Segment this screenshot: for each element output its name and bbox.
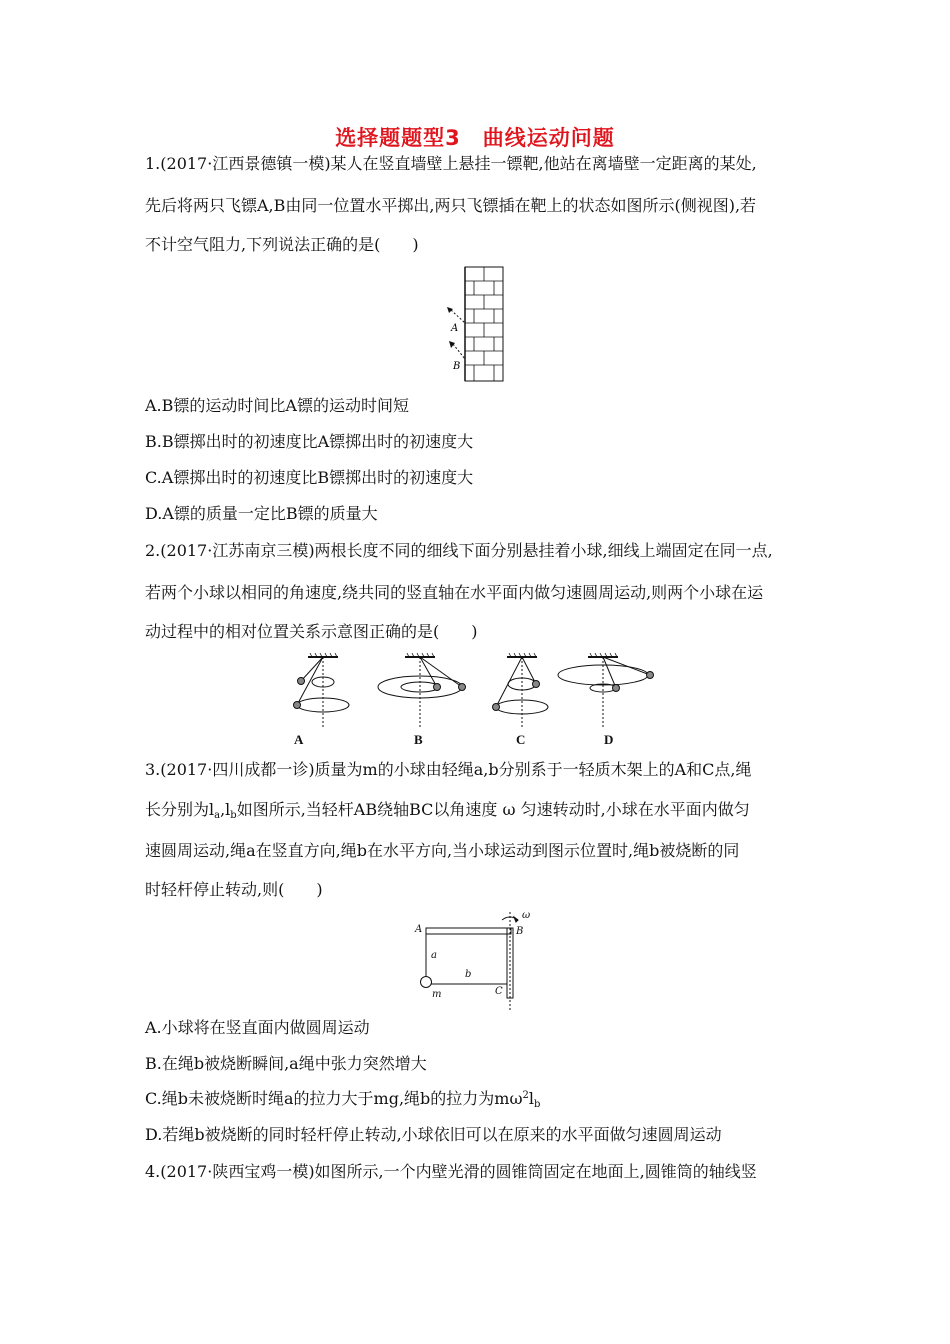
q3-label-a-point: A (415, 924, 423, 935)
q1-stem-line-3: 不计空气阻力,下列说法正确的是( ) (145, 235, 419, 254)
q2-label-b: B (414, 732, 423, 747)
dart-b-label: B (453, 361, 461, 372)
q2-label-c: C (516, 732, 526, 747)
dart-b-icon (449, 341, 465, 359)
q4-stem-line-1: 4.(2017·陕西宝鸡一模)如图所示,一个内壁光滑的圆锥筒固定在地面上,圆锥筒的轴线竖 (145, 1162, 757, 1181)
q3-label-b-point: B (516, 926, 524, 937)
q1-option-d: D.A镖的质量一定比B镖的质量大 (145, 504, 378, 523)
q3-option-b: B.在绳b被烧断瞬间,a绳中张力突然增大 (145, 1054, 427, 1073)
q2-stem-line-3: 动过程中的相对位置关系示意图正确的是( ) (145, 622, 478, 641)
q3-label-omega: ω (522, 910, 531, 921)
q3-stem-line-2: 长分别为$l_a,l_b$如图所示,当轻杆AB绕轴BC以角速度 ω 匀速转动时,小球在水平面内做匀 (145, 800, 750, 821)
q1-option-a: A.B镖的运动时间比A镖的运动时间短 (145, 396, 409, 415)
q2-figure-b (378, 653, 466, 728)
q2-figure-d (558, 653, 654, 728)
q3-option-c: C.绳b未被烧断时绳a的拉力大于mg,绳b的拉力为$m\omega^2l_b$ (145, 1089, 541, 1110)
q3-stem-line-3: 速圆周运动,绳a在竖直方向,绳b在水平方向,当小球运动到图示位置时,绳b被烧断的同 (145, 841, 740, 860)
dart-a-label: A (451, 323, 459, 334)
page-title: 选择题题型3 曲线运动问题 (335, 126, 615, 150)
q1-option-b: B.B镖掷出时的初速度比A镖掷出时的初速度大 (145, 432, 474, 451)
q3-label-rope-a: a (431, 950, 437, 961)
q3-stem-line-4: 时轻杆停止转动,则( ) (145, 880, 323, 899)
q3-label-mass: m (432, 989, 442, 1000)
q2-pendulum-options-figure (282, 652, 682, 747)
q1-option-c: C.A镖掷出时的初速度比B镖掷出时的初速度大 (145, 468, 474, 487)
q2-label-a: A (294, 732, 304, 747)
q1-stem-line-2: 先后将两只飞镖A,B由同一位置水平掷出,两只飞镖插在靶上的状态如图所示(侧视图),若 (145, 196, 757, 215)
q3-rotating-frame-figure (410, 910, 545, 1012)
q3-option-a: A.小球将在竖直面内做圆周运动 (145, 1018, 370, 1037)
q1-dart-wall-figure (440, 265, 510, 383)
q2-figure-a (294, 653, 350, 728)
dart-a-icon (447, 307, 465, 323)
q2-stem-line-1: 2.(2017·江苏南京三模)两根长度不同的细线下面分别悬挂着小球,细线上端固定在同一点, (145, 541, 773, 560)
q1-stem-line-1: 1.(2017·江西景德镇一模)某人在竖直墙壁上悬挂一镖靶,他站在离墙壁一定距离的某处, (145, 154, 757, 173)
q3-stem-line-1: 3.(2017·四川成都一诊)质量为m的小球由轻绳a,b分别系于一轻质木架上的A和C点,绳 (145, 760, 752, 779)
q2-figure-c (493, 653, 549, 728)
q3-label-rope-b: b (465, 969, 472, 980)
q2-stem-line-2: 若两个小球以相同的角速度,绕共同的竖直轴在水平面内做匀速圆周运动,则两个小球在运 (145, 583, 764, 602)
q3-label-c-point: C (495, 986, 503, 997)
q2-label-d: D (604, 732, 614, 747)
q3-option-d: D.若绳b被烧断的同时轻杆停止转动,小球依旧可以在原来的水平面做匀速圆周运动 (145, 1125, 722, 1144)
